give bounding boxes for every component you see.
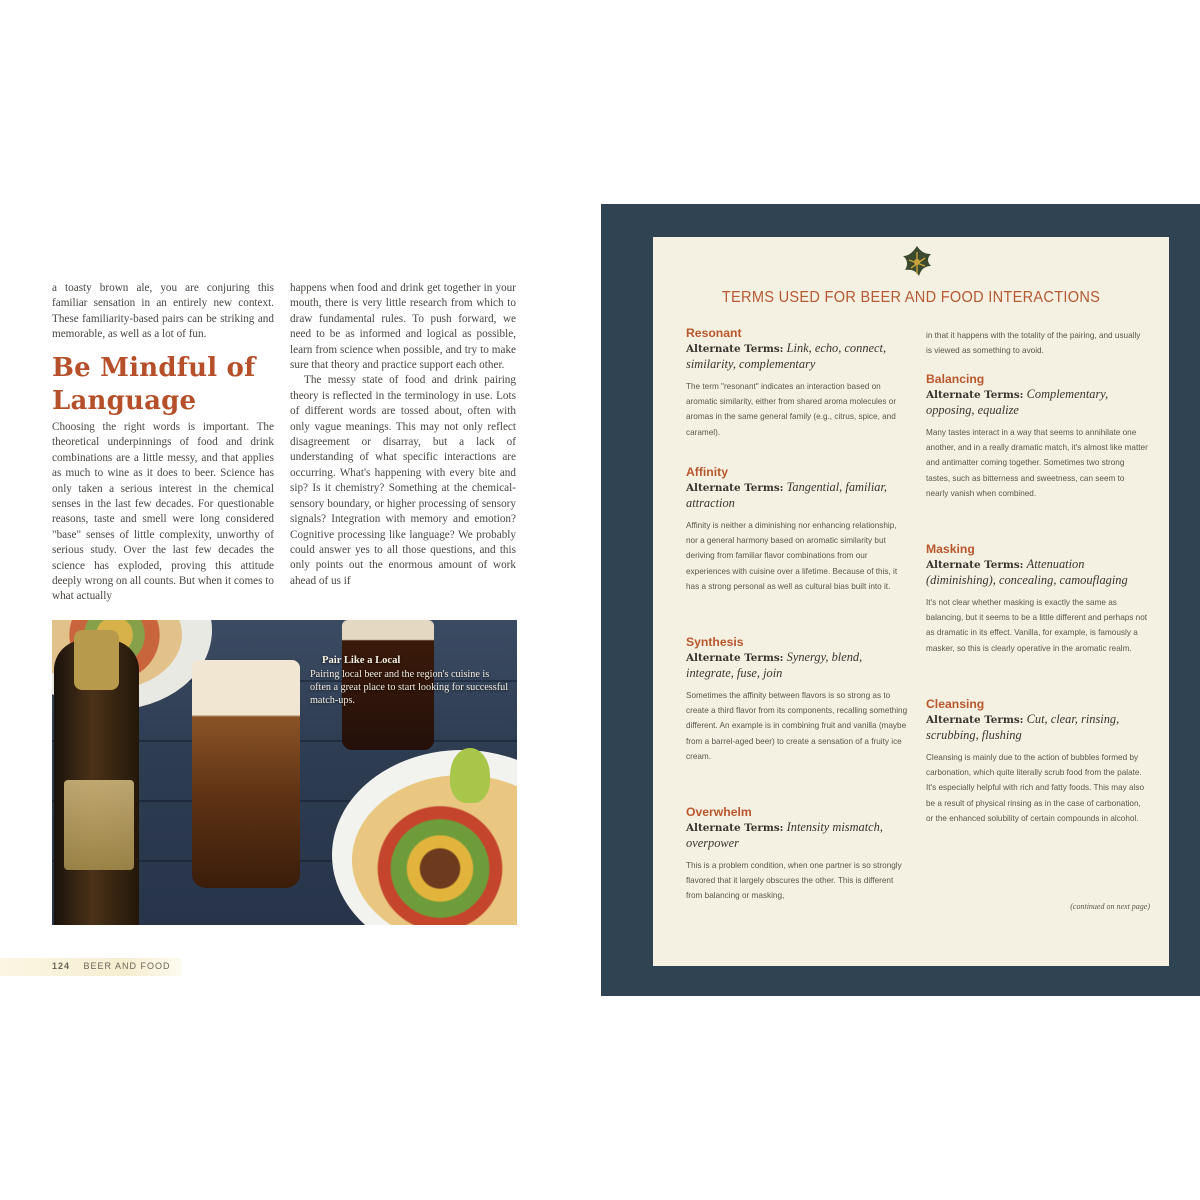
term-affinity [686, 465, 908, 594]
term-cleansing [926, 697, 1148, 826]
term-resonant [686, 326, 908, 440]
intro-paragraph: a toasty brown ale, you are conjuring this familiar sensation in an entirely new context. These familiarity-based pairs can be striking and memorable, as well as a lot of fun. [52, 282, 274, 341]
hop-leaf-ornament-icon [897, 242, 937, 282]
term-synthesis [686, 635, 908, 764]
term-alternates: Alternate Terms: Cut, clear, rinsing, scrubbing, flushing [926, 712, 1120, 743]
left-column-body [52, 420, 274, 605]
photo-caption-text: Pairing local beer and the region's cuisine is often a great place to start looking for successful match-ups. [310, 669, 509, 706]
photo-caption-title: Pair Like a Local [322, 655, 401, 666]
overwhelm-continuation: in that it happens with the totality of the pairing, and usually is viewed as something to avoid. [926, 331, 1141, 356]
term-name: Masking [926, 542, 975, 556]
page-number: 124 [52, 961, 71, 971]
term-description: This is a problem condition, when one partner is so strongly flavored that it largely obscures the other. This is different from balancing or masking, [686, 860, 902, 901]
beer-and-tacos-photo [52, 620, 517, 925]
term-alternates: Alternate Terms: Attenuation (diminishing), concealing, camouflaging [926, 557, 1128, 588]
term-description: It's not clear whether masking is exactly the same as balancing, but it seems to be a little different and perhaps not as dramatic in its effect. Vanilla, for example, is famously a masker, so this is clearly operative in the aromatic realm. [926, 597, 1148, 653]
term-description: Cleansing is mainly due to the action of bubbles formed by carbonation, which quite literally scrub food from the palate. It's especially helpful with rich and fatty foods. This may also be a result of physical rinsing as in the case of carbonation, or the enhanced solubility of certain compounds in alcohol. [926, 752, 1145, 823]
term-description: The term "resonant" indicates an interaction based on aromatic similarity, either from shared aroma molecules or aromas in the same general family (e.g., citrus, spice, and caramel). [686, 381, 897, 437]
right-column-body [290, 281, 516, 589]
term-description: Affinity is neither a diminishing nor enhancing relationship, nor a general harmony based on aromatic similarity but deriving from familiar flavor combinations from our experiences with cuisine over a lifetime. Because of this, it has a strong personal as well as cultural bias built into it. [686, 520, 898, 591]
left-column-intro [52, 281, 274, 343]
term-alternates: Alternate Terms: Synergy, blend, integrate, fuse, join [686, 650, 863, 681]
running-head: BEER AND FOOD [83, 961, 171, 971]
term-overwhelm [686, 805, 908, 904]
term-masking [926, 542, 1148, 656]
term-alternates: Alternate Terms: Intensity mismatch, overpower [686, 820, 883, 851]
term-name: Resonant [686, 326, 742, 340]
continued-note: (continued on next page) [1070, 902, 1150, 911]
term-name: Balancing [926, 372, 985, 386]
term-name: Affinity [686, 465, 728, 479]
body-paragraph-3: The messy state of food and drink pairing theory is reflected in the terminology in use. Lots of different words are tossed about, often with only vague meanings. This may not only reflect disagreement or disarray, but a lack of understanding of what specific interactions are occurring. What's happening with every bite and sip? Is it chemistry? Something at the chemical-sensory boundary, or higher processing of sensory signals? Integration with memory and emotion? Cognitive processing like language? We probably could answer yes to all those questions, and this only points out the enormous amount of work ahead of us if [290, 374, 516, 587]
term-name: Cleansing [926, 697, 985, 711]
term-alternates: Alternate Terms: Complementary, opposing, equalize [926, 387, 1109, 418]
term-description: Many tastes interact in a way that seems to annihilate one another, and in a really dramatic match, it's almost like matter and antimatter coming together. Sometimes two strong tastes, such as bitterness and sweetness, can seem to nearly vanish when combined. [926, 427, 1148, 498]
body-paragraph-1: Choosing the right words is important. The theoretical underpinnings of food and drink combinations are a little messy, and that applies as much to wine as it does to beer. Science has only taken a serious interest in the chemical senses in the last few decades. For questionable reasons, taste and smell were long considered "base" senses of little complexity, unworthy of serious study. Over the last few decades the science has exploded, proving this attitude deeply wrong on all counts. But when it comes to what actually [52, 421, 274, 603]
lime-wedge-image [450, 748, 490, 803]
term-alternates: Alternate Terms: Tangential, familiar, attraction [686, 480, 888, 511]
body-paragraph-2: happens when food and drink get together in your mouth, there is very little research from which to draw fundamental rules. To push forward, we need to be as informed and logical as possible, learn from science when possible, and try to make sure that theory and practice support each other. [290, 282, 516, 372]
term-name: Overwhelm [686, 805, 752, 819]
term-name: Synthesis [686, 635, 744, 649]
amber-beer-glass-image [192, 660, 300, 888]
sidebar-title: TERMS USED FOR BEER AND FOOD INTERACTIONS [721, 289, 1101, 306]
photo-caption [310, 654, 510, 707]
term-alternates: Alternate Terms: Link, echo, connect, similarity, complementary [686, 341, 887, 372]
term-description: Sometimes the affinity between flavors is so strong as to create a third flavor from its components, recalling something different. An example is in combining fruit and vanilla (maybe from a barrel-aged beer) to create a sensation of a fruity ice cream. [686, 690, 908, 761]
term-balancing [926, 372, 1148, 501]
page-footer [52, 961, 171, 971]
beer-bottle-image [54, 640, 139, 925]
section-heading: Be Mindful of Language [52, 353, 256, 416]
